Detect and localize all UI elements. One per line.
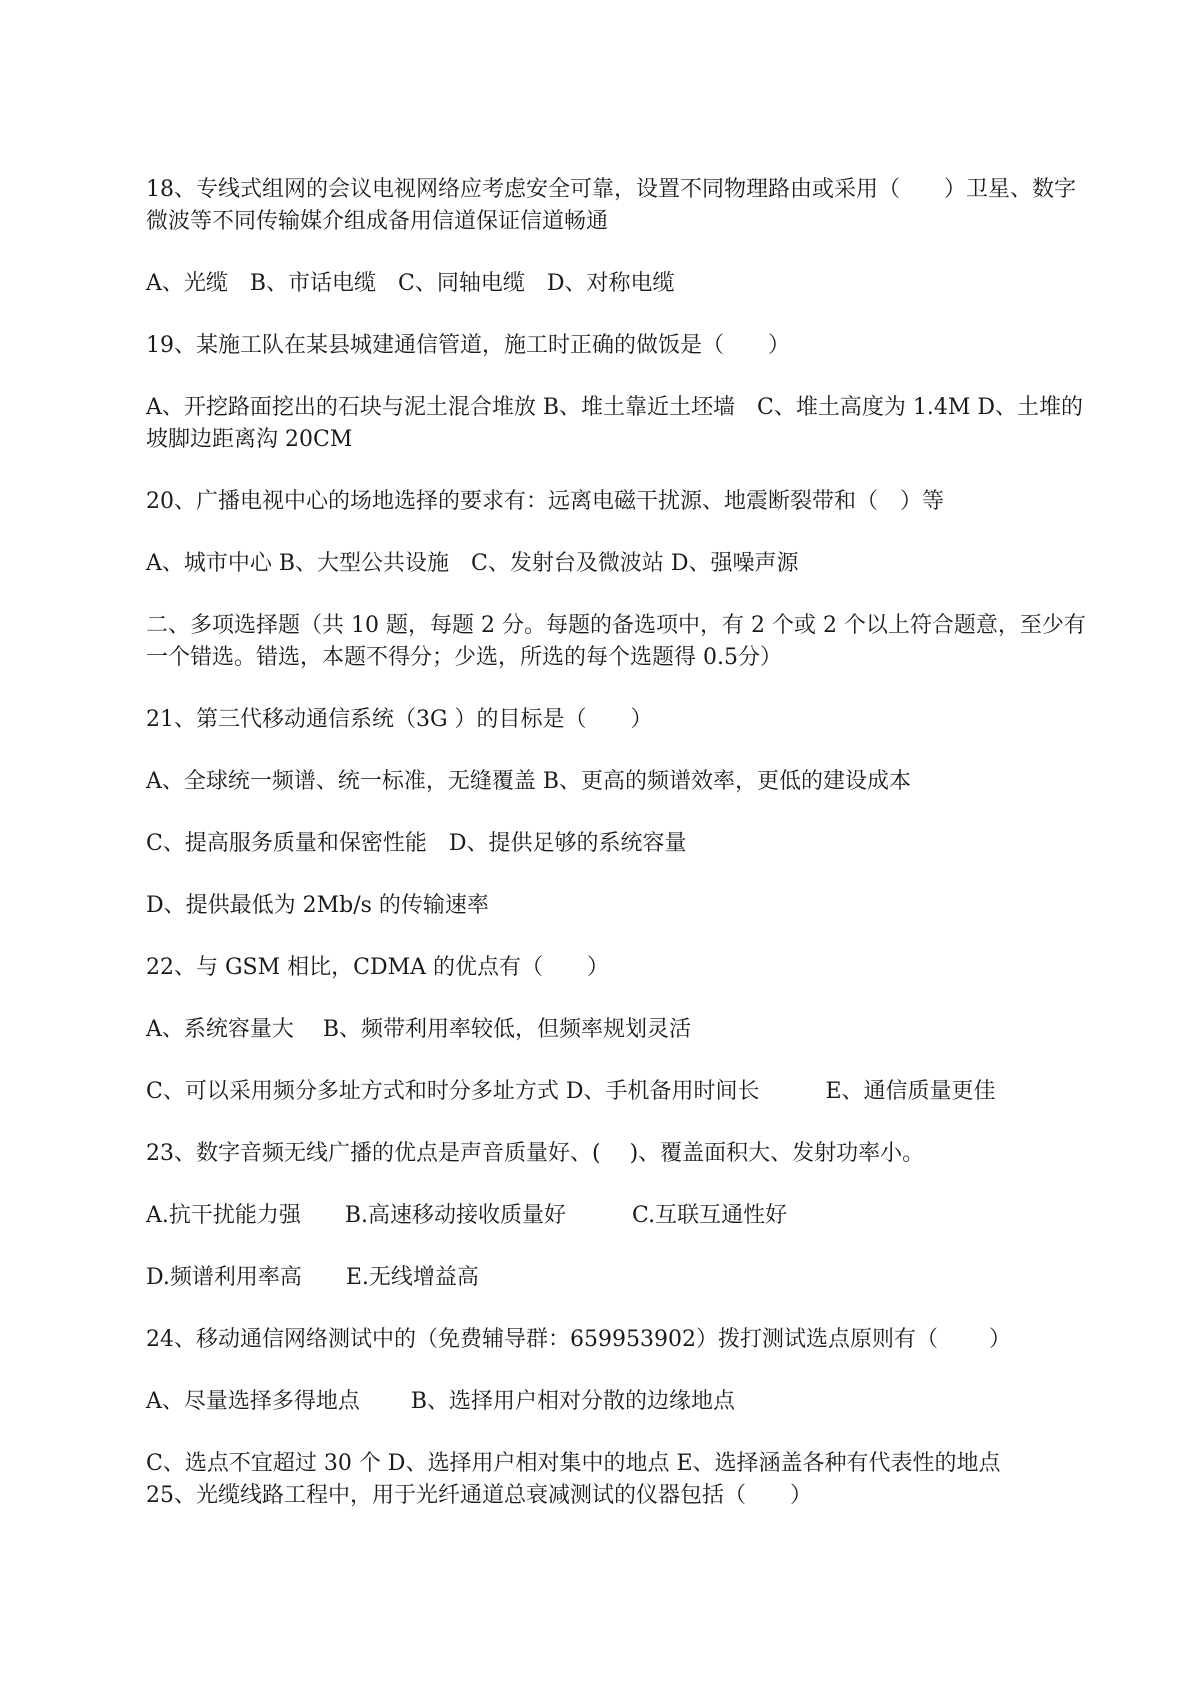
- question-24-options-ab: A、尽量选择多得地点 B、选择用户相对分散的边缘地点: [146, 1389, 736, 1414]
- question-21-options-cd: C、提高服务质量和保密性能 D、提供足够的系统容量: [146, 831, 687, 856]
- question-20: 20、广播电视中心的场地选择的要求有：远离电磁干扰源、地震断裂带和（ ）等: [146, 489, 944, 514]
- question-21-options-ab: A、全球统一频谱、统一标准，无缝覆盖 B、更高的频谱效率，更低的建设成本: [146, 769, 912, 794]
- question-25: 25、光缆线路工程中，用于光纤通道总衰减测试的仪器包括（ ）: [146, 1483, 812, 1508]
- question-21: 21、第三代移动通信系统（3G ）的目标是（ ）: [146, 707, 653, 732]
- section-heading-multiple-choice: 二、多项选择题（共 10 题，每题 2 分。每题的备选项中，有 2 个或 2 个以上符合题意，至少有一个错选。错选，本题不得分；少选，所选的每个选题得 0.5分）: [146, 613, 1086, 670]
- question-18: 18、专线式组网的会议电视网络应考虑安全可靠，设置不同物理路由或采用（ ）卫星、数字微波等不同传输媒介组成备用信道保证信道畅通: [146, 177, 1076, 234]
- question-19-options: A、开挖路面挖出的石块与泥土混合堆放 B、堆土靠近土坯墙 C、堆土高度为 1.4M D、土堆的坡脚边距离沟 20CM: [146, 395, 1084, 452]
- question-22-options-cde: C、可以采用频分多址方式和时分多址方式 D、手机备用时间长 E、通信质量更佳: [146, 1079, 996, 1104]
- question-18-options: A、光缆 B、市话电缆 C、同轴电缆 D、对称电缆: [146, 271, 675, 296]
- question-19: 19、某施工队在某县城建通信管道，施工时正确的做饭是（ ）: [146, 333, 790, 358]
- question-24-options-cde: C、选点不宜超过 30 个 D、选择用户相对集中的地点 E、选择涵盖各种有代表性的地点: [146, 1451, 1001, 1476]
- question-22: 22、与 GSM 相比，CDMA 的优点有（ ）: [146, 955, 610, 980]
- question-23-options-abc: A.抗干扰能力强 B.高速移动接收质量好 C.互联互通性好: [146, 1203, 788, 1228]
- document-page: [146, 174, 1096, 1512]
- question-24: 24、移动通信网络测试中的（免费辅导群：659953902）拨打测试选点原则有（ ）: [146, 1327, 1011, 1352]
- question-21-option-d2: D、提供最低为 2Mb/s 的传输速率: [146, 893, 489, 918]
- question-23-options-de: D.频谱利用率高 E.无线增益高: [146, 1265, 479, 1290]
- question-22-options-ab: A、系统容量大 B、频带利用率较低，但频率规划灵活: [146, 1017, 692, 1042]
- question-23: 23、数字音频无线广播的优点是声音质量好、( )、覆盖面积大、发射功率小。: [146, 1141, 925, 1166]
- question-20-options: A、城市中心 B、大型公共设施 C、发射台及微波站 D、强噪声源: [146, 551, 799, 576]
